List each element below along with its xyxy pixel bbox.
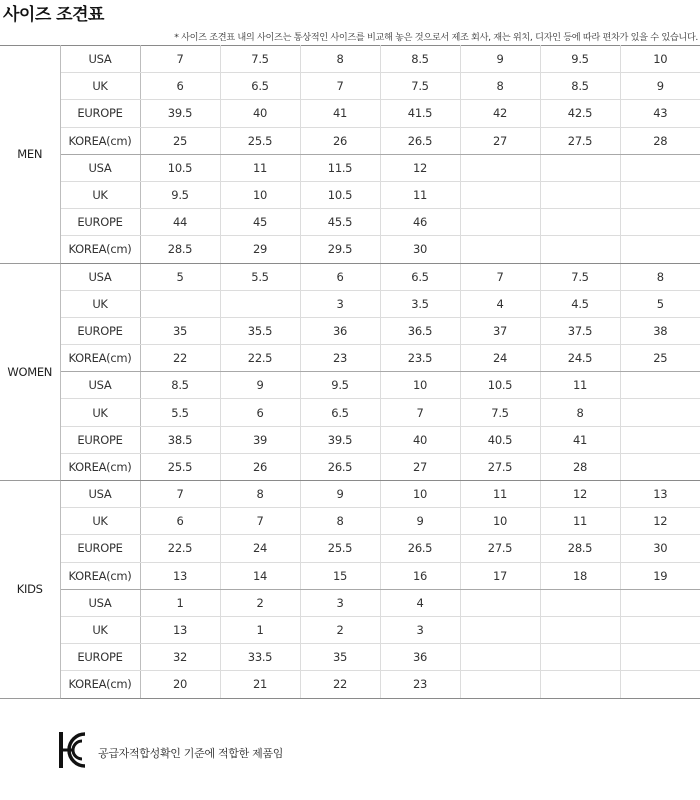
size-cell: 11 <box>540 508 620 535</box>
size-system-label: USA <box>60 154 140 181</box>
size-cell: 22.5 <box>220 345 300 372</box>
table-row <box>0 562 700 589</box>
size-cell: 41.5 <box>380 100 460 127</box>
size-cell: 12 <box>620 508 700 535</box>
kc-certification-text: 공급자적합성확인 기준에 적합한 제품임 <box>98 747 284 760</box>
size-cell: 9 <box>300 481 380 508</box>
kc-certification-mark-icon <box>58 731 88 769</box>
size-cell <box>460 154 540 181</box>
size-cell: 8.5 <box>540 73 620 100</box>
size-system-label: USA <box>60 481 140 508</box>
size-cell: 36 <box>300 317 380 344</box>
size-cell: 11 <box>460 481 540 508</box>
size-cell: 6.5 <box>300 399 380 426</box>
table-row <box>0 317 700 344</box>
size-cell <box>140 290 220 317</box>
size-cell: 13 <box>140 616 220 643</box>
size-system-label: EUROPE <box>60 535 140 562</box>
table-row <box>0 73 700 100</box>
size-system-label: EUROPE <box>60 644 140 671</box>
size-cell <box>540 181 620 208</box>
size-cell: 12 <box>380 154 460 181</box>
size-cell: 28 <box>620 127 700 154</box>
section-label-women: WOMEN <box>0 263 60 481</box>
size-cell: 26.5 <box>380 535 460 562</box>
size-cell: 9 <box>620 73 700 100</box>
size-system-label: USA <box>60 46 140 73</box>
size-system-label: EUROPE <box>60 317 140 344</box>
size-cell: 8 <box>300 46 380 73</box>
table-row <box>0 100 700 127</box>
size-cell: 44 <box>140 209 220 236</box>
size-cell: 6 <box>140 508 220 535</box>
size-cell: 10.5 <box>140 154 220 181</box>
size-cell: 7 <box>300 73 380 100</box>
size-cell <box>620 616 700 643</box>
size-cell: 7 <box>380 399 460 426</box>
size-system-label: KOREA(cm) <box>60 671 140 698</box>
size-cell: 35 <box>140 317 220 344</box>
size-cell: 39.5 <box>300 426 380 453</box>
size-cell: 41 <box>300 100 380 127</box>
size-cell: 27.5 <box>540 127 620 154</box>
size-cell: 28.5 <box>540 535 620 562</box>
size-cell: 27.5 <box>460 453 540 480</box>
size-cell <box>620 589 700 616</box>
size-cell: 10 <box>380 372 460 399</box>
size-cell: 11 <box>380 181 460 208</box>
size-cell: 26 <box>220 453 300 480</box>
size-cell <box>460 209 540 236</box>
table-row <box>0 290 700 317</box>
size-cell: 9.5 <box>300 372 380 399</box>
size-cell: 4 <box>460 290 540 317</box>
size-cell: 3 <box>300 290 380 317</box>
size-cell: 10.5 <box>460 372 540 399</box>
size-cell <box>220 290 300 317</box>
size-cell: 39 <box>220 426 300 453</box>
size-cell: 3.5 <box>380 290 460 317</box>
size-cell: 17 <box>460 562 540 589</box>
table-row <box>0 154 700 181</box>
size-cell <box>620 644 700 671</box>
size-cell: 25 <box>620 345 700 372</box>
size-cell: 38.5 <box>140 426 220 453</box>
table-row <box>0 236 700 263</box>
size-cell: 1 <box>220 616 300 643</box>
size-cell: 9.5 <box>540 46 620 73</box>
size-system-label: USA <box>60 372 140 399</box>
table-row <box>0 671 700 698</box>
size-cell: 24.5 <box>540 345 620 372</box>
size-cell: 8 <box>300 508 380 535</box>
size-system-label: UK <box>60 290 140 317</box>
size-system-label: KOREA(cm) <box>60 562 140 589</box>
size-cell: 13 <box>620 481 700 508</box>
table-row <box>0 453 700 480</box>
table-row <box>0 399 700 426</box>
size-cell: 26.5 <box>380 127 460 154</box>
size-cell: 23.5 <box>380 345 460 372</box>
size-system-label: UK <box>60 73 140 100</box>
size-cell: 40 <box>220 100 300 127</box>
size-cell: 7 <box>140 481 220 508</box>
size-cell: 10 <box>620 46 700 73</box>
size-cell: 20 <box>140 671 220 698</box>
section-label-kids: KIDS <box>0 481 60 699</box>
size-cell: 8 <box>540 399 620 426</box>
size-cell: 45.5 <box>300 209 380 236</box>
size-cell: 43 <box>620 100 700 127</box>
size-cell: 25.5 <box>220 127 300 154</box>
size-cell: 18 <box>540 562 620 589</box>
size-note: * 사이즈 조견표 내의 사이즈는 통상적인 사이즈를 비교해 놓은 것으로서 제조 회사, 재는 위치, 디자인 등에 따라 편차가 있을 수 있습니다. <box>174 32 698 43</box>
size-cell: 8 <box>620 263 700 290</box>
size-cell: 8.5 <box>380 46 460 73</box>
size-cell <box>540 236 620 263</box>
size-cell: 9 <box>220 372 300 399</box>
size-cell: 27.5 <box>460 535 540 562</box>
size-cell: 10 <box>460 508 540 535</box>
size-cell <box>620 426 700 453</box>
size-cell: 38 <box>620 317 700 344</box>
size-cell: 6 <box>220 399 300 426</box>
size-system-label: KOREA(cm) <box>60 127 140 154</box>
size-cell: 7.5 <box>220 46 300 73</box>
size-cell: 7 <box>140 46 220 73</box>
size-cell: 30 <box>620 535 700 562</box>
size-cell: 7 <box>460 263 540 290</box>
size-cell: 5.5 <box>140 399 220 426</box>
size-cell: 21 <box>220 671 300 698</box>
size-cell: 6 <box>300 263 380 290</box>
size-cell: 27 <box>460 127 540 154</box>
size-cell: 11 <box>220 154 300 181</box>
size-cell: 35.5 <box>220 317 300 344</box>
size-cell: 2 <box>220 589 300 616</box>
size-cell: 9 <box>380 508 460 535</box>
size-cell: 13 <box>140 562 220 589</box>
table-row <box>0 263 700 290</box>
size-cell <box>460 236 540 263</box>
size-cell <box>460 589 540 616</box>
size-cell: 46 <box>380 209 460 236</box>
size-cell: 3 <box>300 589 380 616</box>
size-cell: 22 <box>140 345 220 372</box>
page-title: 사이즈 조견표 <box>3 5 104 25</box>
size-system-label: USA <box>60 589 140 616</box>
size-cell <box>460 181 540 208</box>
size-cell <box>540 671 620 698</box>
table-row <box>0 508 700 535</box>
size-cell: 2 <box>300 616 380 643</box>
size-cell: 8 <box>460 73 540 100</box>
size-cell: 5.5 <box>220 263 300 290</box>
size-cell: 8 <box>220 481 300 508</box>
size-cell: 3 <box>380 616 460 643</box>
size-cell: 22.5 <box>140 535 220 562</box>
size-cell: 24 <box>460 345 540 372</box>
size-cell: 19 <box>620 562 700 589</box>
size-cell: 22 <box>300 671 380 698</box>
size-cell <box>620 181 700 208</box>
size-cell: 25.5 <box>300 535 380 562</box>
size-cell: 33.5 <box>220 644 300 671</box>
size-system-label: KOREA(cm) <box>60 236 140 263</box>
size-cell: 6.5 <box>220 73 300 100</box>
size-cell: 8.5 <box>140 372 220 399</box>
size-cell: 29 <box>220 236 300 263</box>
table-row <box>0 426 700 453</box>
size-cell: 40 <box>380 426 460 453</box>
size-cell <box>540 644 620 671</box>
size-cell: 15 <box>300 562 380 589</box>
size-cell: 16 <box>380 562 460 589</box>
size-cell <box>620 236 700 263</box>
size-cell: 30 <box>380 236 460 263</box>
size-cell: 12 <box>540 481 620 508</box>
size-cell <box>540 616 620 643</box>
table-row <box>0 345 700 372</box>
size-cell <box>460 671 540 698</box>
size-system-label: UK <box>60 616 140 643</box>
size-cell: 6 <box>140 73 220 100</box>
size-cell: 7.5 <box>460 399 540 426</box>
size-cell <box>460 644 540 671</box>
size-cell: 29.5 <box>300 236 380 263</box>
table-row <box>0 644 700 671</box>
size-cell: 23 <box>380 671 460 698</box>
table-row <box>0 372 700 399</box>
size-cell: 25.5 <box>140 453 220 480</box>
size-cell: 11 <box>540 372 620 399</box>
size-cell: 32 <box>140 644 220 671</box>
size-cell: 10 <box>380 481 460 508</box>
size-cell: 5 <box>140 263 220 290</box>
size-cell: 37.5 <box>540 317 620 344</box>
size-cell <box>460 616 540 643</box>
size-cell: 1 <box>140 589 220 616</box>
size-cell: 14 <box>220 562 300 589</box>
size-cell: 27 <box>380 453 460 480</box>
section-label-men: MEN <box>0 46 60 264</box>
size-cell: 23 <box>300 345 380 372</box>
size-system-label: KOREA(cm) <box>60 345 140 372</box>
size-cell <box>620 671 700 698</box>
table-row <box>0 616 700 643</box>
table-row <box>0 209 700 236</box>
size-cell <box>540 154 620 181</box>
size-cell: 10 <box>220 181 300 208</box>
size-cell <box>620 154 700 181</box>
size-cell: 28.5 <box>140 236 220 263</box>
size-cell: 42 <box>460 100 540 127</box>
size-cell: 25 <box>140 127 220 154</box>
size-cell: 7.5 <box>540 263 620 290</box>
size-cell: 39.5 <box>140 100 220 127</box>
table-row <box>0 46 700 73</box>
size-cell: 24 <box>220 535 300 562</box>
size-cell: 37 <box>460 317 540 344</box>
size-cell <box>620 372 700 399</box>
size-cell <box>620 453 700 480</box>
size-cell: 5 <box>620 290 700 317</box>
size-system-label: UK <box>60 399 140 426</box>
table-row <box>0 481 700 508</box>
size-system-label: KOREA(cm) <box>60 453 140 480</box>
size-cell: 35 <box>300 644 380 671</box>
size-cell: 7.5 <box>380 73 460 100</box>
size-cell: 36 <box>380 644 460 671</box>
size-cell: 26 <box>300 127 380 154</box>
size-cell: 41 <box>540 426 620 453</box>
size-cell <box>620 209 700 236</box>
size-system-label: EUROPE <box>60 426 140 453</box>
size-cell <box>540 209 620 236</box>
table-row <box>0 589 700 616</box>
size-cell: 42.5 <box>540 100 620 127</box>
size-cell: 4.5 <box>540 290 620 317</box>
size-cell: 28 <box>540 453 620 480</box>
size-cell: 9 <box>460 46 540 73</box>
size-cell: 6.5 <box>380 263 460 290</box>
size-cell <box>620 399 700 426</box>
size-system-label: UK <box>60 181 140 208</box>
table-row <box>0 535 700 562</box>
size-system-label: EUROPE <box>60 209 140 236</box>
size-cell: 4 <box>380 589 460 616</box>
size-cell: 40.5 <box>460 426 540 453</box>
size-cell: 7 <box>220 508 300 535</box>
size-cell: 9.5 <box>140 181 220 208</box>
size-cell: 11.5 <box>300 154 380 181</box>
size-cell: 36.5 <box>380 317 460 344</box>
size-cell: 45 <box>220 209 300 236</box>
size-system-label: EUROPE <box>60 100 140 127</box>
size-system-label: UK <box>60 508 140 535</box>
size-cell: 26.5 <box>300 453 380 480</box>
size-cell <box>540 589 620 616</box>
size-system-label: USA <box>60 263 140 290</box>
table-row <box>0 127 700 154</box>
size-chart-table <box>0 45 700 699</box>
size-cell: 10.5 <box>300 181 380 208</box>
table-row <box>0 181 700 208</box>
